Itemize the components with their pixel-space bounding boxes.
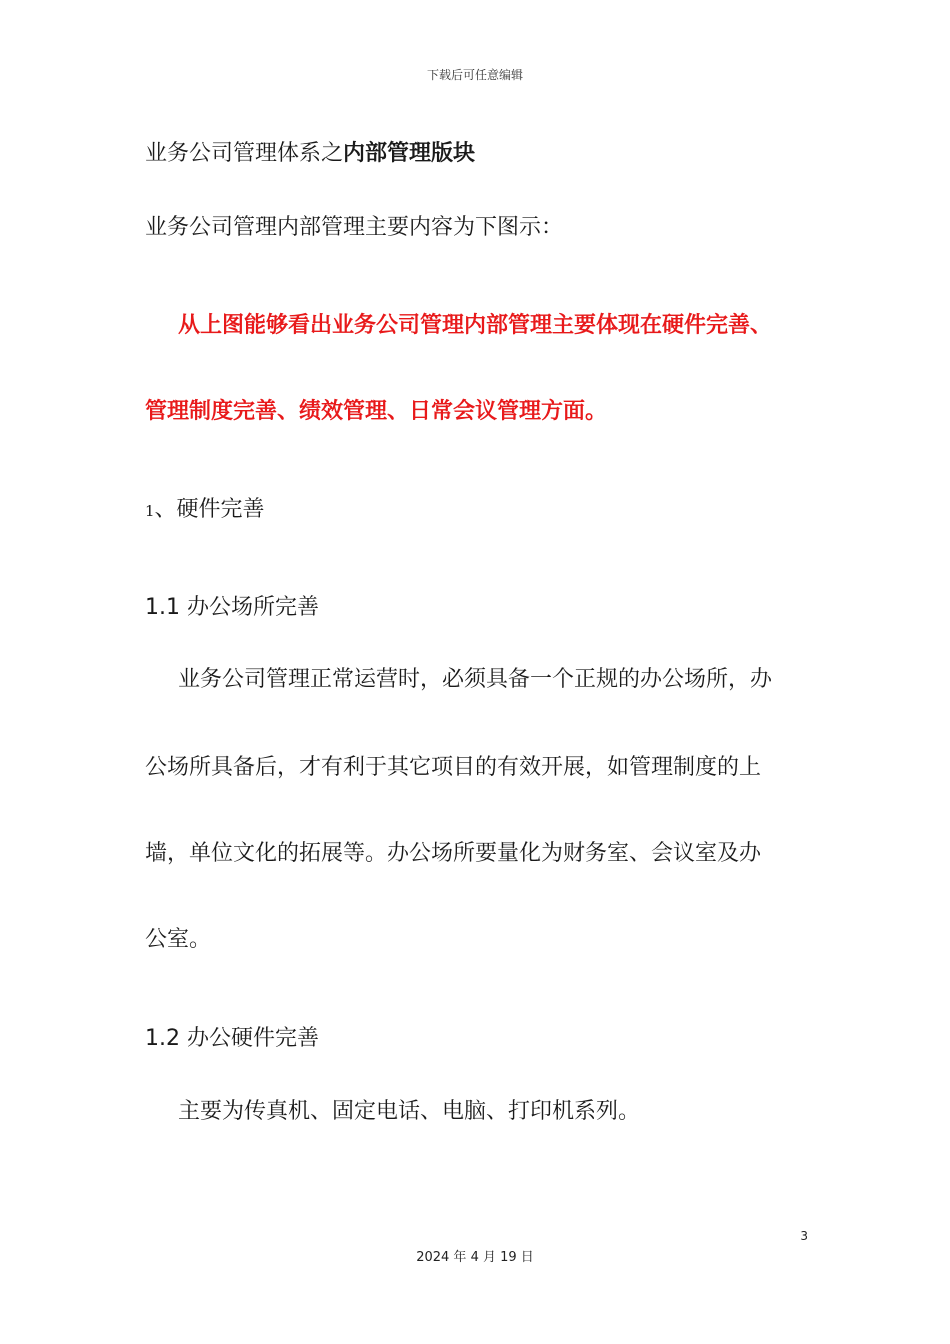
paragraph-line: 公室。 — [145, 927, 212, 952]
footer-date: 2024 年 4 月 19 日 — [416, 1250, 534, 1265]
section-title-hardware — [145, 492, 265, 523]
highlight-line-2: 管理制度完善、绩效管理、日常会议管理方面。 — [145, 399, 608, 424]
paragraph-line: 主要为传真机、固定电话、电脑、打印机系列。 — [178, 1099, 641, 1124]
heading-prefix: 业务公司管理体系之 — [145, 141, 344, 166]
paragraph-line: 墙，单位文化的拓展等。办公场所要量化为财务室、会议室及办 — [145, 841, 762, 866]
subsection-title-office-hardware: 1.2 办公硬件完善 — [145, 1026, 319, 1051]
header-note: 下载后可任意编辑 — [426, 68, 523, 82]
page-number: 3 — [800, 1229, 808, 1243]
section-number: 1 — [145, 502, 155, 520]
page-heading — [145, 136, 475, 167]
paragraph-line: 公场所具备后，才有利于其它项目的有效开展，如管理制度的上 — [145, 755, 762, 780]
heading-bold: 内部管理版块 — [343, 141, 476, 166]
section-title-text: 、硬件完善 — [154, 497, 265, 522]
intro-text: 业务公司管理内部管理主要内容为下图示： — [145, 215, 564, 240]
subsection-title-office-space: 1.1 办公场所完善 — [145, 595, 319, 620]
paragraph-line: 业务公司管理正常运营时，必须具备一个正规的办公场所，办 — [178, 667, 773, 692]
highlight-line-1: 从上图能够看出业务公司管理内部管理主要体现在硬件完善、 — [178, 313, 773, 338]
